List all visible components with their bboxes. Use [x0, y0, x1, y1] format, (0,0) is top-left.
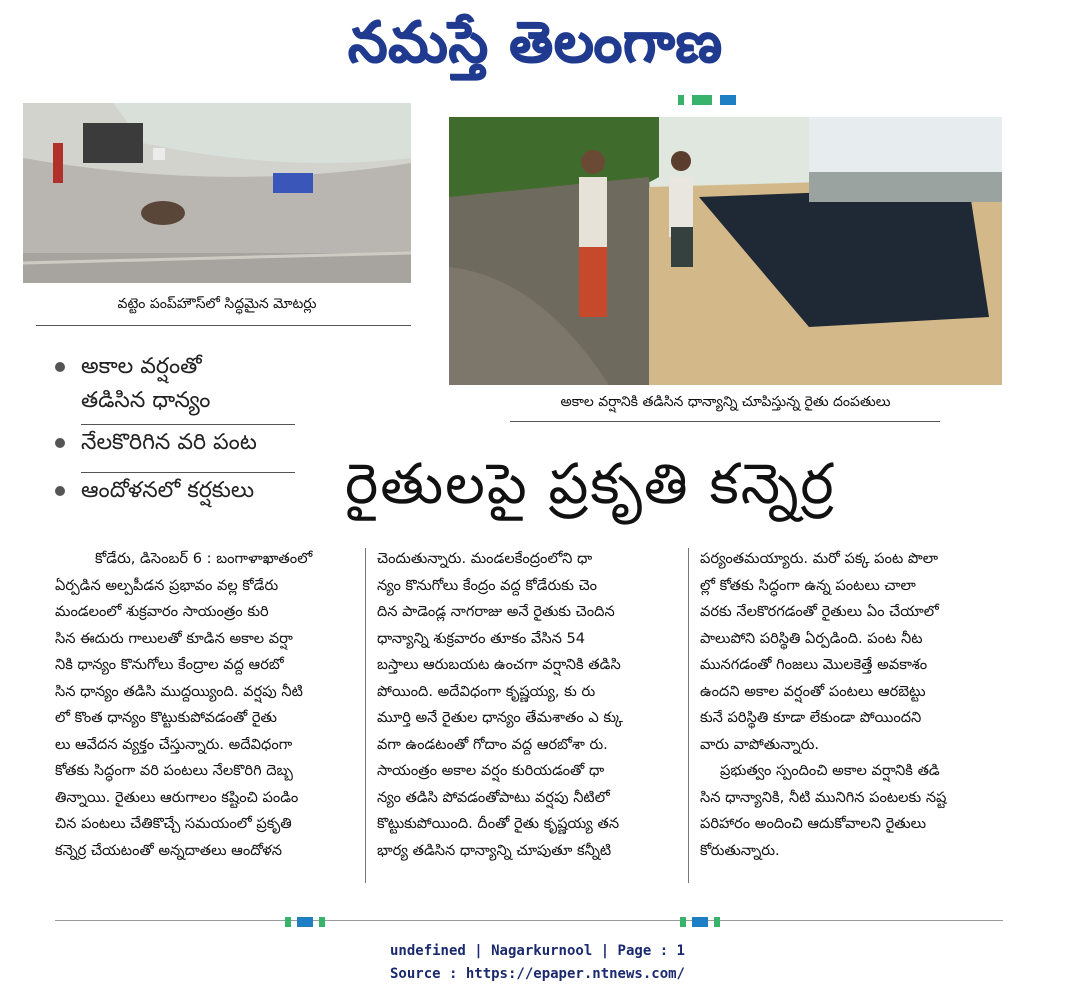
- article-line: చిన పంటలు చేతికొచ్చే సమయంలో ప్రకృతి: [55, 815, 292, 832]
- article-line: న్యం కొనుగోలు కేంద్రం వద్ద కోడేరుకు చెం: [377, 576, 598, 594]
- article-line: నికి ధాన్యం కొనుగోలు కేంద్రాల వద్ద ఆరబో: [55, 656, 284, 673]
- article-line: సిన ధాన్యానికి, నీటి మునిగిన పంటలకు నష్ట: [700, 788, 947, 806]
- article-line: వగా ఉండటంతో గోదాం వద్ద ఆరబోశా రు.: [377, 735, 608, 753]
- article-line: కోడేరు, డిసెంబర్ 6 : బంగాళాఖాతంలో: [95, 550, 313, 567]
- bullet-icon: [55, 486, 65, 496]
- article-line: న్యం తడిసి పోవడంతోపాటు వర్షపు నీటిలో: [377, 788, 610, 806]
- article-line: పోయింది. అదేవిధంగా కృష్ణయ్య, కు రు: [377, 682, 596, 700]
- article-line: కోరుతున్నారు.: [700, 841, 780, 859]
- article-line: లు ఆవేదన వ్యక్తం చేస్తున్నారు. అదేవిధంగా: [55, 735, 293, 753]
- article-line: పరిహారం అందించి ఆదుకోవాలని రైతులు: [700, 815, 927, 832]
- photo-left-caption: వట్టెం పంప్‌హౌస్‌లో సిద్ధమైన మోటర్లు: [117, 296, 317, 312]
- highlight-text: అకాల వర్షంతో: [81, 354, 202, 379]
- article-headline: రైతులపై ప్రకృతి కన్నెర్ర: [345, 452, 836, 517]
- article-line: సాయంత్రం అకాల వర్షం కురియడంతో ధా: [377, 762, 605, 779]
- article-line: ఏర్పడిన అల్పపీడన ప్రభావం వల్ల కోడేరు: [55, 576, 279, 594]
- article-line: భార్య తడిసిన ధాన్యాన్ని చూపుతూ కన్నీటి: [377, 841, 612, 859]
- article-line: కన్నెర్ర చేయటంతో అన్నదాతలు ఆందోళన: [55, 841, 283, 859]
- article-line: పర్యంతమయ్యారు. మరో పక్క పంట పొలా: [700, 550, 939, 567]
- column-divider: [365, 548, 366, 883]
- highlight-rule: [81, 472, 295, 473]
- article-column-3: [700, 546, 1005, 864]
- decor-mark-right: [680, 914, 730, 928]
- highlight-item: [55, 474, 305, 508]
- article-line: తిన్నాయి. రైతులు ఆరుగాలం కష్టించి పండిం: [55, 788, 299, 806]
- footer-source-link[interactable]: Source : https://epaper.ntnews.com/: [389, 966, 685, 982]
- article-line: కునే పరిస్థితి కూడా లేకుండా పోయిందని: [700, 709, 922, 726]
- article-line: చెందుతున్నారు. మండలకేంద్రంలోని ధా: [377, 550, 593, 567]
- article-line: ఉందని అకాల వర్షంతో పంటలు ఆరబెట్టు: [700, 682, 926, 700]
- article-line: వారు వాపోతున్నారు.: [700, 735, 820, 753]
- photo-farmers: [449, 117, 1002, 385]
- highlight-item: [55, 350, 305, 384]
- page-bottom-rule: [55, 920, 1003, 921]
- decor-mark-top: [678, 92, 758, 106]
- highlight-item: [55, 426, 305, 460]
- article-line: మునగడంతో గింజలు మొలకెత్తే అవకాశం: [700, 656, 928, 673]
- caption-rule-left: [36, 325, 411, 326]
- article-line: బస్తాలు ఆరుబయట ఉంచగా వర్షానికి తడిసి: [377, 656, 621, 673]
- article-line: కొట్టుకుపోయింది. దీంతో రైతు కృష్ణయ్య తన: [377, 815, 620, 832]
- article-line: కోతకు సిద్ధంగా వరి పంటలు నేలకొరిగి దెబ్బ: [55, 762, 293, 779]
- caption-rule-right: [510, 421, 940, 422]
- article-line: దిన పాడెండ్ల నాగరాజు అనే రైతుకు చెందిన: [377, 603, 615, 620]
- article-line: ప్రభుత్వం స్పందించి అకాల వర్షానికి తడి: [720, 762, 940, 779]
- article-line: సిన ఈదురు గాలులతో కూడిన అకాల వర్షా: [55, 629, 293, 647]
- article-line: ల్లో కోతకు సిద్ధంగా ఉన్న పంటలు చాలా: [700, 576, 916, 594]
- article-line: లో కొంత ధాన్యం కొట్టుకుపోవడంతో రైతు: [55, 709, 277, 726]
- newspaper-masthead: నమస్తే తెలంగాణ: [347, 10, 723, 75]
- bullet-icon: [55, 362, 65, 372]
- photo-right-caption: అకాల వర్షానికి తడిసిన ధాన్యాన్ని చూపిస్తున్న రైతు దంపతులు: [560, 394, 891, 410]
- article-column-2: [377, 546, 677, 864]
- article-column-1: [55, 546, 355, 864]
- decor-mark-left: [285, 914, 335, 928]
- article-line: మూర్తి అనే రైతుల ధాన్యం తేమశాతం ఎ క్కు: [377, 709, 623, 726]
- highlight-text: తడిసిన ధాన్యం: [81, 388, 211, 413]
- article-line: ధాన్యాన్ని శుక్రవారం తూకం వేసిన 54: [377, 629, 586, 647]
- article-line: పాలుపోని పరిస్థితి ఏర్పడింది. పంట నీట: [700, 629, 923, 647]
- article-line: వరకు నేలకొరగడంతో రైతులు ఏం చేయాలో: [700, 603, 939, 620]
- article-line: సిన ధాన్యం తడిసి ముద్దయ్యింది. వర్షపు నీటి: [55, 682, 303, 700]
- footer-edition-info: undefined | Nagarkurnool | Page : 1: [389, 943, 685, 959]
- highlight-text: నేలకొరిగిన వరి పంట: [81, 430, 257, 455]
- column-divider: [688, 548, 689, 883]
- bullet-icon: [55, 438, 65, 448]
- photo-pumphouse: [23, 103, 411, 283]
- highlight-item-continued: [55, 384, 305, 418]
- highlight-rule: [81, 424, 295, 425]
- highlights-box: [55, 350, 305, 508]
- highlight-text: ఆందోళనలో కర్షకులు: [81, 478, 255, 503]
- article-line: మండలంలో శుక్రవారం సాయంత్రం కురి: [55, 603, 269, 620]
